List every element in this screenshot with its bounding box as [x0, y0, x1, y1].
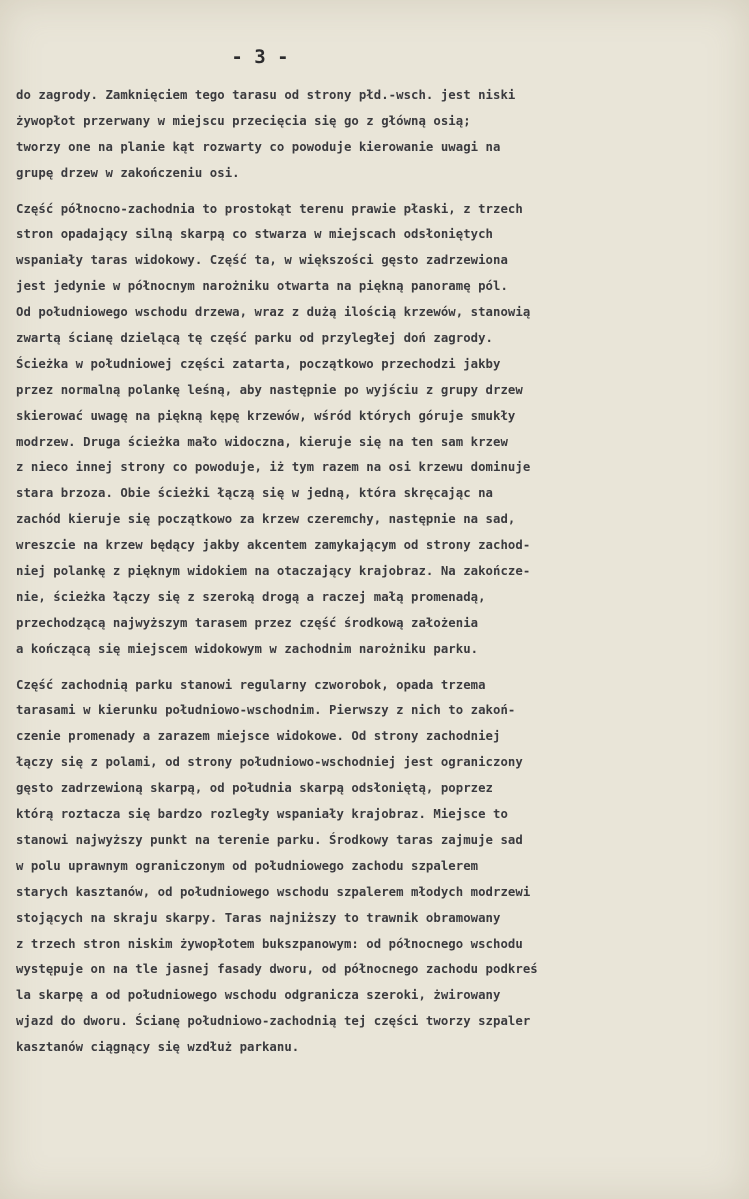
text-line: wreszcie na krzew będący jakby akcentem zamykającym od strony zachod-	[16, 538, 531, 553]
text-line: wspaniały taras widokowy. Część ta, w większości gęsto zadrzewiona	[16, 253, 508, 268]
text-line: nie, ścieżka łączy się z szeroką drogą a raczej małą promenadą,	[16, 589, 486, 604]
text-line: modrzew. Druga ścieżka mało widoczna, kieruje się na ten sam krzew	[16, 434, 508, 449]
text-line: zwartą ścianę dzielącą tę część parku od przyległej doń zagrody.	[16, 331, 494, 346]
paragraph	[16, 197, 746, 663]
text-line: a kończącą się miejscem widokowym w zachodnim narożniku parku.	[16, 641, 479, 656]
text-line: z nieco innej strony co powoduje, iż tym razem na osi krzewu dominuje	[16, 460, 531, 475]
text-line: Od południowego wschodu drzewa, wraz z dużą ilością krzewów, stanowią	[16, 305, 531, 320]
text-line: la skarpę a od południowego wschodu odgranicza szeroki, żwirowany	[16, 988, 501, 1003]
text-line: Część zachodnią parku stanowi regularny czworobok, opada trzema	[16, 677, 486, 692]
text-line: występuje on na tle jasnej fasady dworu, od północnego zachodu podkreś	[16, 962, 538, 977]
text-line: przez normalną polankę leśną, aby następnie po wyjściu z grupy drzew	[16, 382, 523, 397]
text-line: kasztanów ciągnący się wzdłuż parkanu.	[16, 1040, 300, 1055]
text-line: czenie promenady a zarazem miejsce widokowe. Od strony zachodniej	[16, 729, 501, 744]
text-line: Ścieżka w południowej części zatarta, początkowo przechodzi jakby	[16, 356, 501, 371]
text-line: niej polankę z pięknym widokiem na otaczający krajobraz. Na zakończe-	[16, 564, 531, 579]
text-line: gęsto zadrzewioną skarpą, od południa skarpą odsłoniętą, poprzez	[16, 781, 494, 796]
paragraph-gap	[16, 663, 746, 673]
text-line: przechodzącą najwyższym tarasem przez część środkową założenia	[16, 615, 479, 630]
text-line: w polu uprawnym ograniczonym od południowego zachodu szpalerem	[16, 858, 479, 873]
paragraph-gap	[16, 187, 746, 197]
text-line: tarasami w kierunku południowo-wschodnim. Pierwszy z nich to zakoń-	[16, 703, 516, 718]
text-line: stara brzoza. Obie ścieżki łączą się w jedną, która skręcając na	[16, 486, 494, 501]
text-line: tworzy one na planie kąt rozwarty co powoduje kierowanie uwagi na	[16, 139, 501, 154]
document-body	[16, 83, 746, 1061]
text-line: starych kasztanów, od południowego wschodu szpalerem młodych modrzewi	[16, 884, 531, 899]
text-line: zachód kieruje się początkowo za krzew czeremchy, następnie na sad,	[16, 512, 516, 527]
text-line: wjazd do dworu. Ścianę południowo-zachodnią tej części tworzy szpaler	[16, 1014, 531, 1029]
paragraph	[16, 83, 746, 187]
text-line: do zagrody. Zamknięciem tego tarasu od strony płd.-wsch. jest niski	[16, 88, 516, 102]
page-number: - 3 -	[231, 46, 289, 68]
text-line: jest jedynie w północnym narożniku otwarta na piękną panoramę pól.	[16, 279, 508, 294]
text-line: łączy się z polami, od strony południowo-wschodniej jest ograniczony	[16, 755, 523, 770]
text-line: grupę drzew w zakończeniu osi.	[16, 165, 240, 180]
text-line: Część północno-zachodnia to prostokąt terenu prawie płaski, z trzech	[16, 201, 523, 216]
paragraph	[16, 673, 746, 1061]
text-line: skierować uwagę na piękną kępę krzewów, wśród których góruje smukły	[16, 408, 516, 423]
text-line: stron opadający silną skarpą co stwarza w miejscach odsłoniętych	[16, 227, 494, 242]
text-line: żywopłot przerwany w miejscu przecięcia się go z główną osią;	[16, 113, 471, 128]
text-line: którą roztacza się bardzo rozległy wspaniały krajobraz. Miejsce to	[16, 807, 508, 822]
text-line: stanowi najwyższy punkt na terenie parku. Środkowy taras zajmuje sad	[16, 832, 523, 847]
text-line: stojących na skraju skarpy. Taras najniższy to trawnik obramowany	[16, 910, 501, 925]
text-line: z trzech stron niskim żywopłotem bukszpanowym: od północnego wschodu	[16, 936, 523, 951]
